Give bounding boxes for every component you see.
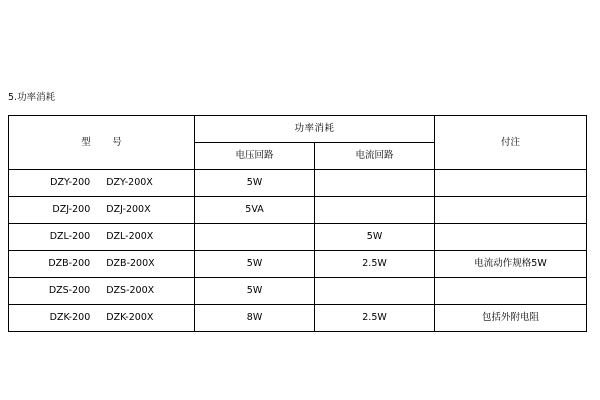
- cell-model-variant: DZS-200X: [106, 285, 155, 296]
- cell-current: [315, 278, 435, 305]
- table-row: [9, 224, 587, 251]
- cell-model-primary: DZL-200: [49, 231, 91, 242]
- cell-model-variant: DZJ-200X: [106, 204, 151, 215]
- cell-model-variant: DZB-200X: [106, 258, 155, 269]
- table-body: [9, 170, 587, 332]
- cell-note: [435, 170, 587, 197]
- cell-current: [315, 197, 435, 224]
- table-row: [9, 170, 587, 197]
- header-model: [9, 116, 195, 170]
- cell-note: [435, 197, 587, 224]
- table-header: [9, 116, 587, 170]
- header-model-label: 型 号: [81, 136, 128, 148]
- cell-note: 电流动作规格5W: [435, 251, 587, 278]
- cell-model: [9, 278, 195, 305]
- cell-model-primary: DZK-200: [49, 312, 91, 323]
- cell-voltage: 5W: [195, 278, 315, 305]
- cell-note: [435, 224, 587, 251]
- cell-current: 5W: [315, 224, 435, 251]
- table-row: [9, 197, 587, 224]
- cell-voltage: [195, 224, 315, 251]
- cell-model-variant: DZY-200X: [106, 177, 153, 188]
- cell-voltage: 5W: [195, 170, 315, 197]
- cell-model: [9, 170, 195, 197]
- cell-voltage: 5W: [195, 251, 315, 278]
- cell-voltage: 5VA: [195, 197, 315, 224]
- header-note: 付注: [435, 116, 587, 170]
- section-title: 5.功率消耗: [8, 92, 56, 103]
- header-power-consumption: [195, 116, 435, 143]
- power-consumption-table: [8, 115, 587, 332]
- cell-model: [9, 197, 195, 224]
- cell-model: [9, 305, 195, 332]
- cell-model-primary: DZB-200: [48, 258, 91, 269]
- table-header-row-1: [9, 116, 587, 143]
- cell-current: 2.5W: [315, 251, 435, 278]
- header-current-circuit: 电流回路: [315, 143, 435, 170]
- table-row: [9, 278, 587, 305]
- power-consumption-table-wrapper: [8, 115, 586, 332]
- cell-model: [9, 224, 195, 251]
- cell-model-variant: DZK-200X: [106, 312, 154, 323]
- cell-note: [435, 278, 587, 305]
- table-row: [9, 251, 587, 278]
- cell-current: 2.5W: [315, 305, 435, 332]
- cell-note: 包括外附电阻: [435, 305, 587, 332]
- cell-model: [9, 251, 195, 278]
- cell-voltage: 8W: [195, 305, 315, 332]
- header-power-consumption-label: 功率消耗: [294, 123, 335, 134]
- header-voltage-circuit: 电压回路: [195, 143, 315, 170]
- cell-model-primary: DZY-200: [50, 177, 91, 188]
- cell-model-variant: DZL-200X: [106, 231, 154, 242]
- table-row: [9, 305, 587, 332]
- cell-current: [315, 170, 435, 197]
- cell-model-primary: DZJ-200: [52, 204, 91, 215]
- cell-model-primary: DZS-200: [48, 285, 91, 296]
